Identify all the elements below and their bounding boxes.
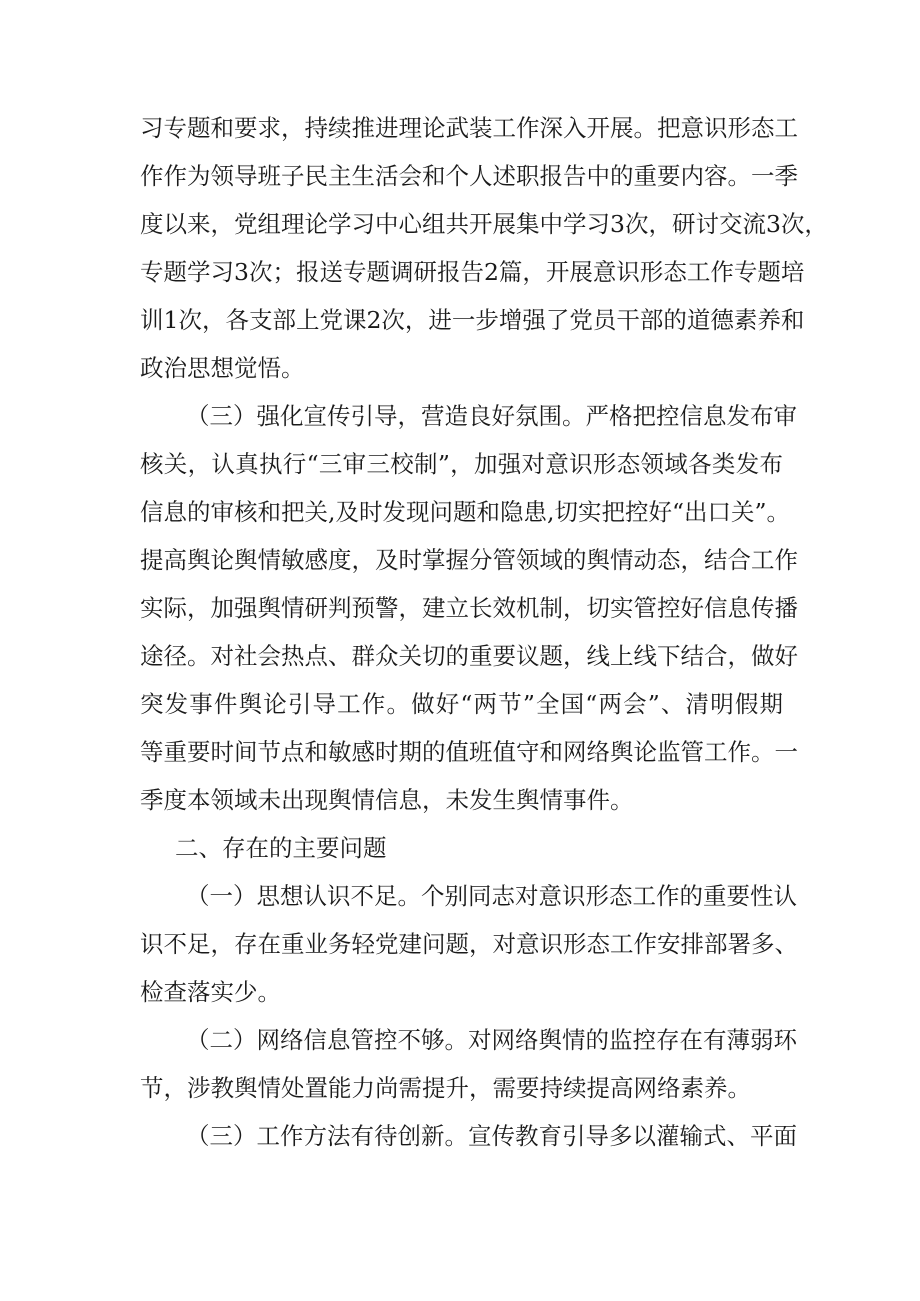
text-line: 度以来，党组理论学习中心组共开展集中学习3次，研讨交流3次， bbox=[140, 210, 828, 238]
text-line: 突发事件舆论引导工作。做好“两节”全国“两会”、清明假期 bbox=[140, 690, 783, 718]
text-line: 实际，加强舆情研判预警，建立长效机制，切实管控好信息传播 bbox=[140, 594, 798, 622]
text-line: 作作为领导班子民主生活会和个人述职报告中的重要内容。一季 bbox=[140, 162, 798, 190]
text-line: 训1次，各支部上党课2次，进一步增强了党员干部的道德素养和 bbox=[140, 306, 805, 334]
text-line: 节，涉教舆情处置能力尚需提升，需要持续提高网络素养。 bbox=[140, 1074, 751, 1102]
text-line: 等重要时间节点和敏感时期的值班值守和网络舆论监管工作。一 bbox=[140, 738, 798, 766]
text-line: 核关，认真执行“三审三校制”，加强对意识形态领域各类发布 bbox=[140, 450, 783, 478]
subsection-line: （三）工作方法有待创新。宣传教育引导多以灌输式、平面 bbox=[186, 1122, 797, 1150]
text-line: 途径。对社会热点、群众关切的重要议题，线上线下结合，做好 bbox=[140, 642, 798, 670]
subsection-line: （一）思想认识不足。个别同志对意识形态工作的重要性认 bbox=[186, 882, 797, 910]
text-line: 信息的审核和把关,及时发现问题和隐患,切实把控好“出口关”。 bbox=[140, 498, 790, 526]
text-line: 习专题和要求，持续推进理论武装工作深入开展。把意识形态工 bbox=[140, 114, 798, 142]
text-line: 检查落实少。 bbox=[140, 978, 281, 1006]
text-line: 政治思想觉悟。 bbox=[140, 354, 305, 382]
text-line: 季度本领域未出现舆情信息，未发生舆情事件。 bbox=[140, 786, 634, 814]
text-line: 识不足，存在重业务轻党建问题，对意识形态工作安排部署多、 bbox=[140, 930, 798, 958]
section-heading-line: （三）强化宣传引导，营造良好氛围。严格把控信息发布审 bbox=[186, 402, 797, 430]
text-line: 专题学习3次；报送专题调研报告2篇，开展意识形态工作专题培 bbox=[140, 258, 805, 286]
subsection-line: （二）网络信息管控不够。对网络舆情的监控存在有薄弱环 bbox=[186, 1026, 797, 1054]
text-line: 提高舆论舆情敏感度，及时掌握分管领域的舆情动态，结合工作 bbox=[140, 546, 798, 574]
section-title: 二、存在的主要问题 bbox=[175, 834, 387, 862]
